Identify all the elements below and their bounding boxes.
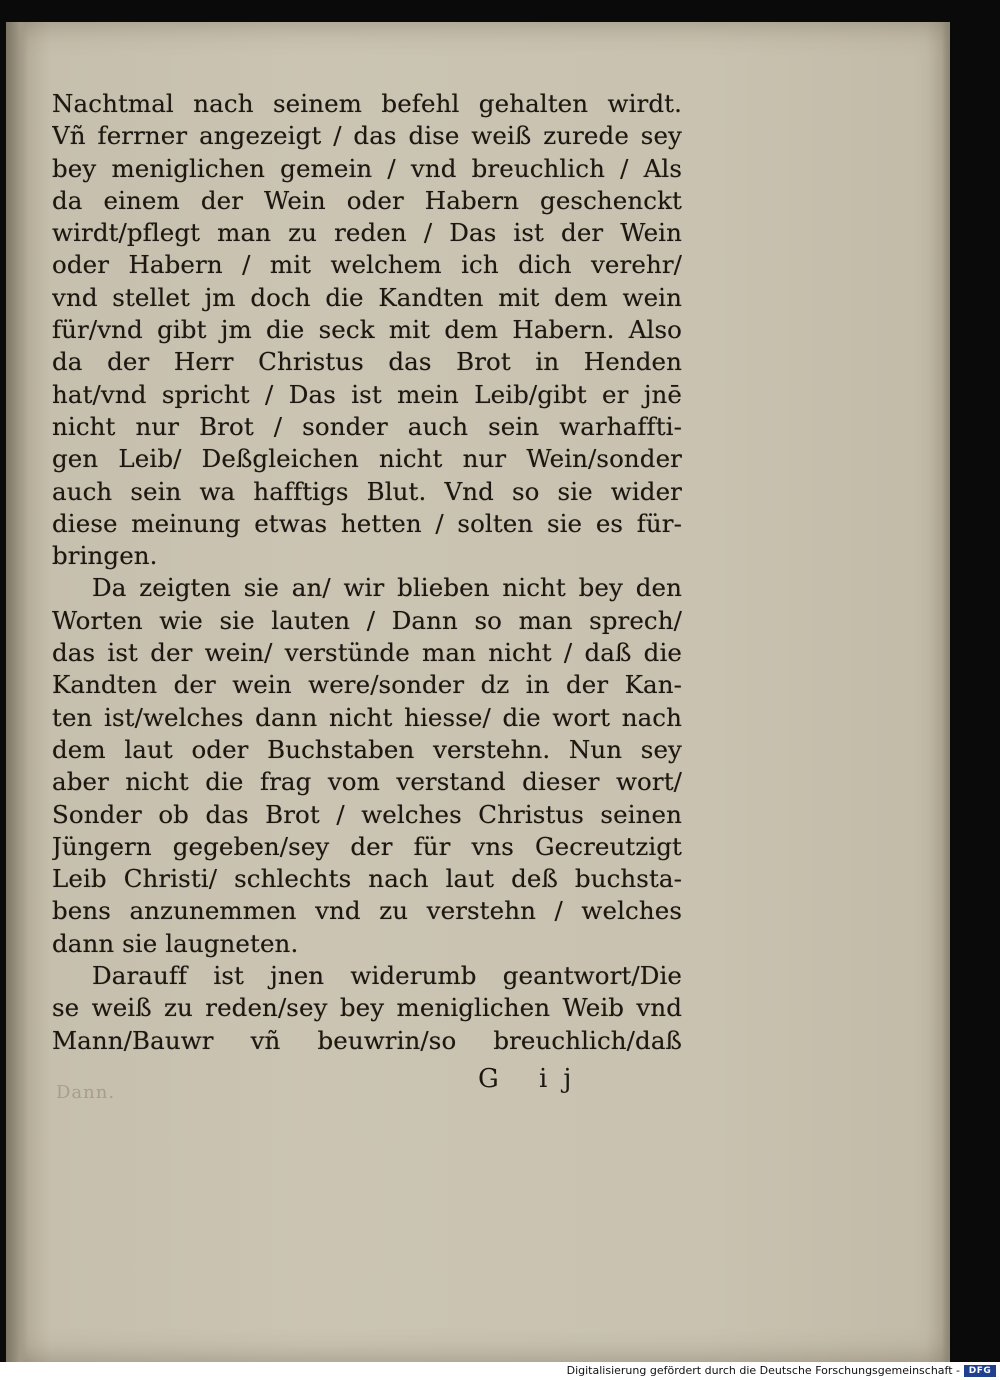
text-line: se weiß zu reden/sey bey meniglichen Weib vnd: [52, 993, 682, 1023]
dfg-logo: DFG: [964, 1365, 996, 1377]
text-line: das ist der wein/ verstünde man nicht / daß die: [52, 638, 682, 668]
text-line: gen Leib/ Deßgleichen nicht nur Wein/sonder: [52, 444, 682, 474]
footer-bar: [0, 1362, 1000, 1380]
show-through-text: Dann.: [56, 1082, 116, 1103]
text-line: Mann/Bauwr vñ beuwrin/so breuchlich/daß: [52, 1025, 682, 1055]
text-line: Kandten der wein were/sonder dz in der Kan-: [52, 670, 682, 700]
text-line: hat/vnd spricht / Das ist mein Leib/gibt er jnē: [52, 379, 682, 409]
text-line: diese meinung etwas hetten / solten sie es für-: [52, 508, 682, 538]
text-line: Nachtmal nach seinem befehl gehalten wirdt.: [52, 89, 682, 118]
text-line: auch sein wa hafftigs Blut. Vnd so sie wider: [52, 476, 682, 506]
page-edge: [942, 22, 950, 1362]
text-line: bens anzunemmen vnd zu verstehn / welches: [52, 896, 682, 926]
text-line: nicht nur Brot / sonder auch sein warhaffti-: [52, 411, 682, 441]
text-line: bringen.: [52, 541, 158, 571]
text-line: oder Habern / mit welchem ich dich verehr/: [52, 250, 682, 280]
text-line: für/vnd gibt jm die seck mit dem Habern. Also: [52, 315, 682, 345]
text-line: wirdt/pflegt man zu reden / Das ist der Wein: [52, 218, 682, 248]
signature-mark: G ij: [478, 1064, 588, 1094]
text-line: Jüngern gegeben/sey der für vns Gecreutzigt: [52, 831, 682, 861]
text-line: aber nicht die frag vom verstand dieser wort/: [52, 767, 682, 797]
page-text: [52, 88, 682, 1057]
text-line: vnd stellet jm doch die Kandten mit dem wein: [52, 282, 682, 312]
text-line: Leib Christi/ schlechts nach laut deß buchsta-: [52, 864, 682, 894]
text-line: da der Herr Christus das Brot in Henden: [52, 347, 682, 377]
text-line: da einem der Wein oder Habern geschenckt: [52, 185, 682, 215]
text-line: bey meniglichen gemein / vnd breuchlich / Als: [52, 153, 682, 183]
text-line: Vñ ferrner angezeigt / das dise weiß zurede sey: [52, 121, 682, 151]
text-line: Sonder ob das Brot / welches Christus seinen: [52, 799, 682, 829]
page-gutter: [6, 22, 28, 1362]
text-line: dem laut oder Buchstaben verstehn. Nun sey: [52, 734, 682, 764]
text-line: ten ist/welches dann nicht hiesse/ die wort nach: [52, 702, 682, 732]
funding-credit: Digitalisierung gefördert durch die Deutsche Forschungsgemeinschaft -: [566, 1364, 960, 1377]
text-line: Worten wie sie lauten / Dann so man sprech/: [52, 605, 682, 635]
text-line: dann sie laugneten.: [52, 928, 299, 958]
paragraph-start-line: Da zeigten sie an/ wir blieben nicht bey den: [92, 573, 682, 603]
paragraph-start-line: Darauff ist jnen widerumb geantwort/Die: [92, 961, 682, 991]
